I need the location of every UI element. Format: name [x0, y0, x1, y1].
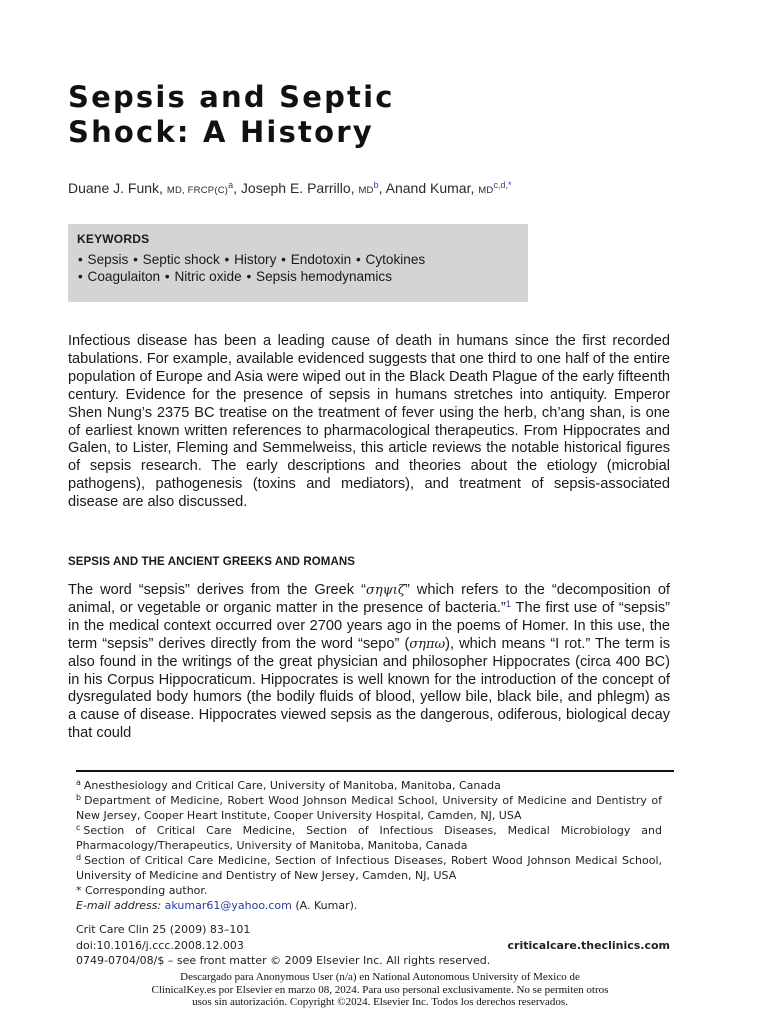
footnote-b-text: Department of Medicine, Robert Wood Johnson Medical School, University of Medicine and Dentistry of New Jersey, Cooper Heart Institute, Cooper University Hospital, Camden, NJ, USA [76, 794, 662, 822]
keyword-item: Cytokines [365, 252, 426, 267]
keyword-bullet: • [133, 252, 142, 267]
keyword-bullet: • [78, 252, 87, 267]
section-text-4: ), which means “I rot.” The term is also found in the writings of the great physician and philosopher Hippocrates (circa 400 BC) in his Corpus Hippocraticum. Hippocrates is well known for the introduction of the concept of dysregulated body humors (the bodily fluids of blood, yellow bile, black bile, and phlegm) as a cause of disease. Hippocrates viewed sepsis as the dangerous, odiferous, biological decay that could [68, 635, 670, 742]
section-text-2: ” which refers to the “decomposition of animal, or vegetable or organic matter in the presence of bacteria.” [68, 582, 670, 616]
author-1-degree: MD, FRCP(C) [166, 185, 229, 196]
section-text-1: The word “sepsis” derives from the Greek “ [68, 582, 366, 598]
keyword-item: Septic shock [142, 252, 224, 267]
keyword-item: Sepsis [87, 252, 133, 267]
footnotes [76, 778, 662, 913]
footnote-a [76, 778, 662, 793]
download-notice: Descargado para Anonymous User (n/a) en National Autonomous University of Mexico de ClinicalKey.es por Elsevier en marzo 08, 2024. Para uso personal exclusivamente. No se permiten otros usos sin autorización. Copyright ©2024. Elsevier Inc. Todos los derechos reservados. [151, 971, 609, 1009]
keyword-bullet: • [355, 252, 365, 267]
author-3-affiliation-link[interactable]: c,d,* [493, 180, 512, 190]
keywords-box [68, 224, 528, 302]
author-1-affiliation-link[interactable]: a [228, 180, 234, 190]
keyword-item: History [234, 252, 281, 267]
title-line-2: Shock: A History [68, 115, 374, 149]
footnote-c-marker: c [76, 823, 81, 832]
author-2-name: , Joseph E. Parrillo, [233, 180, 359, 196]
footnote-a-text: Anesthesiology and Critical Care, University of Manitoba, Manitoba, Canada [83, 779, 501, 792]
author-3-name: , Anand Kumar, [378, 180, 479, 196]
footnote-a-marker: a [76, 778, 81, 787]
author-3-degree: MD [478, 185, 494, 196]
footnote-b [76, 793, 662, 823]
keyword-bullet: • [281, 252, 290, 267]
author-2-degree: MD [358, 185, 374, 196]
keyword-item: Endotoxin [290, 252, 355, 267]
email-owner: (A. Kumar). [291, 899, 358, 912]
journal-site-link[interactable]: criticalcare.theclinics.com [507, 938, 670, 952]
article-title [68, 80, 568, 150]
author-list [68, 180, 708, 196]
journal-citation: Crit Care Clin 25 (2009) 83–101 [76, 923, 251, 936]
section-heading: SEPSIS AND THE ANCIENT GREEKS AND ROMANS [68, 556, 356, 568]
abstract-text: Infectious disease has been a leading cause of death in humans since the first recorded tabulations. For example, available evidenced suggests that one third to one half of the entire population of Europe and Asia were wiped out in the Black Death Plague of the early fifteenth century. Evidence for the presence of sepsis in humans stretches into antiquity. Emperor Shen Nung’s 2375 BC treatise on the treatment of fever using the herb, ch’ang shan, is one of earliest known written references to pharmacological therapeutics. From Hippocrates and Galen, to Lister, Fleming and Semmelweiss, this article reviews the notable historical figures of sepsis research. The early descriptions and theories about the etiology (microbial pathogens), pathogenesis (toxins and mediators), and treatment of sepsis-associated disease are also discussed. [68, 333, 670, 511]
section-paragraph [68, 582, 670, 743]
footnote-c-text: Section of Critical Care Medicine, Section of Infectious Diseases, Medical Microbiology and Pharmacology/Therapeutics, University of Manitoba, Manitoba, Canada [76, 824, 662, 852]
journal-doi[interactable]: doi:10.1016/j.ccc.2008.12.003 [76, 938, 244, 952]
email-line [76, 898, 662, 913]
keyword-item: Coagulaiton [87, 269, 164, 284]
keyword-bullet: • [246, 269, 255, 284]
author-2-affiliation-link[interactable]: b [373, 180, 379, 190]
keyword-bullet: • [224, 252, 234, 267]
journal-info [76, 922, 672, 969]
footnote-d [76, 853, 662, 883]
keyword-item: Sepsis hemodynamics [256, 269, 392, 284]
abstract [68, 333, 670, 512]
keyword-item: Nitric oxide [174, 269, 246, 284]
title-line-1: Sepsis and Septic [68, 80, 395, 114]
footnote-d-text: Section of Critical Care Medicine, Section of Infectious Diseases, Robert Wood Johnson Medical School, University of Medicine and Dentistry of New Jersey, Camden, NJ, USA [76, 854, 662, 882]
greek-word-sepo: σηπω [409, 636, 446, 652]
section-body [68, 582, 670, 743]
keyword-bullet: • [164, 269, 174, 284]
corresponding-author-note: * Corresponding author. [76, 884, 208, 897]
footnote-divider [76, 770, 674, 772]
footnote-b-marker: b [76, 793, 82, 802]
footnote-d-marker: d [76, 853, 82, 862]
keywords-line-1 [77, 252, 517, 267]
section-text-3: The first use of “sepsis” in the medical context occurred over 2700 years ago in the poems of Homer. In this use, the term “sepsis” derives directly from the word “sepo” ( [68, 599, 670, 652]
email-link[interactable]: akumar61@yahoo.com [164, 899, 292, 912]
email-label: E-mail address: [76, 899, 162, 912]
author-1-name: Duane J. Funk, [68, 180, 167, 196]
keywords-heading: KEYWORDS [77, 232, 150, 246]
journal-copyright: 0749-0704/08/$ – see front matter © 2009 Elsevier Inc. All rights reserved. [76, 954, 491, 967]
greek-word-sepsis: σηψιζ [365, 583, 405, 598]
keywords-line-2 [77, 269, 517, 284]
footnote-c [76, 823, 662, 853]
keyword-bullet: • [78, 269, 87, 284]
citation-link-1[interactable]: 1 [505, 598, 512, 610]
